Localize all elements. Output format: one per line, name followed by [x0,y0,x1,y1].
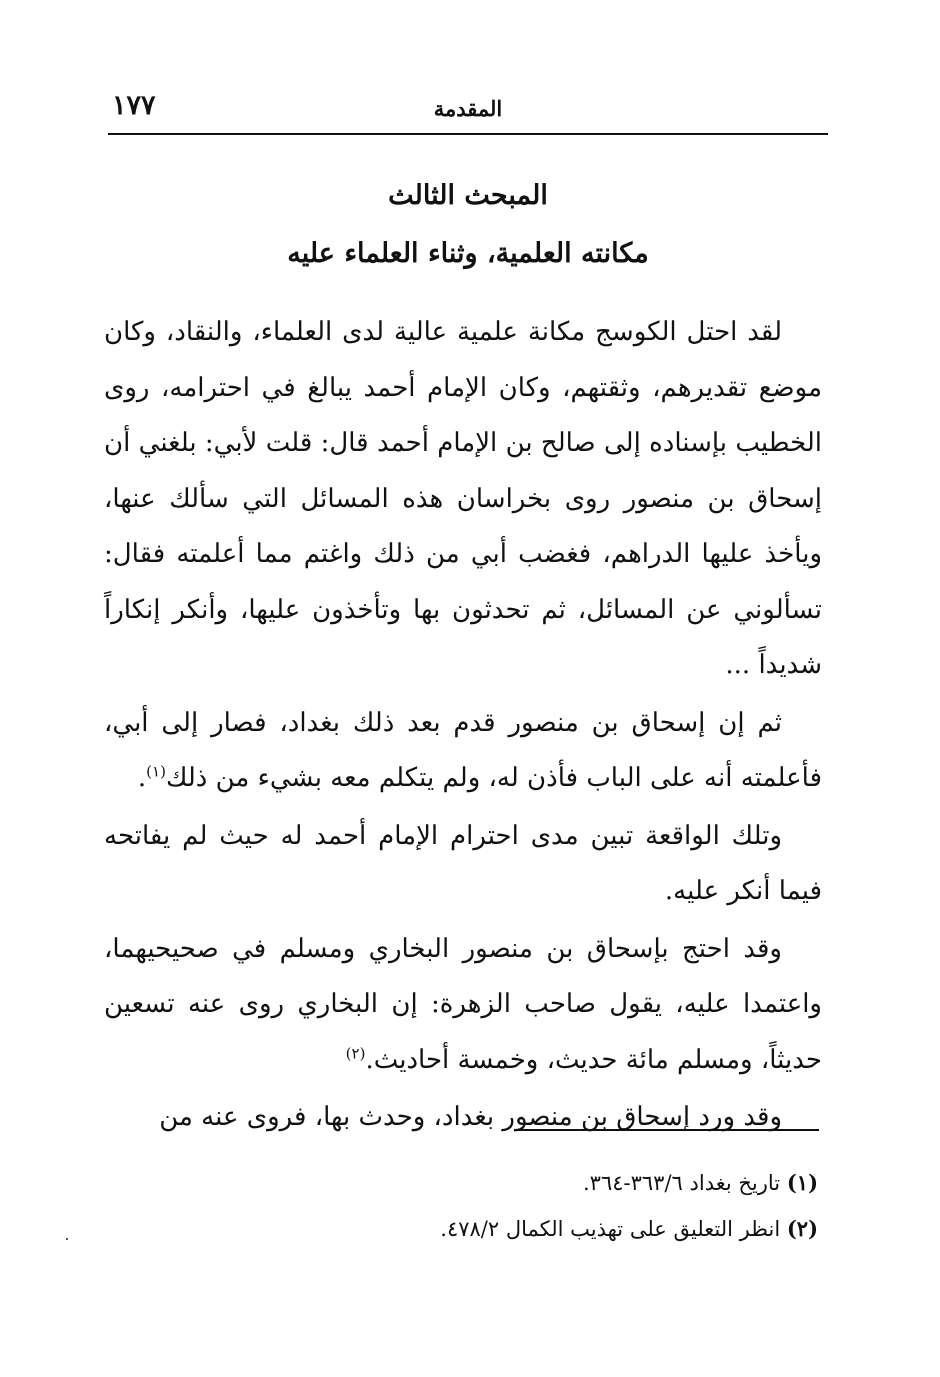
footnote-item [300,1160,818,1206]
paragraph-text: لقد احتل الكوسج مكانة علمية عالية لدى العلماء، والنقاد، وكان موضع تقديرهم، وثقتهم، وكان الإمام أحمد يبالغ في احترامه، روى الخطيب بإسناده إلى صالح بن الإمام أحمد قال: قلت لأبي: بلغني أن إسحاق بن منصور روى بخراسان هذه المسائل التي سألك عنها، ويأخذ عليها الدراهم، فغضب أبي من ذلك واغتم مما أعلمته فقال: تسألوني عن المسائل، ثم تحدثون بها وتأخذون عليها، وأنكر إنكاراً شديداً ... [104,317,822,680]
paragraph-1 [104,305,822,694]
paragraph-5 [104,1090,822,1146]
running-header [108,88,828,128]
paragraph-text: وتلك الواقعة تبين مدى احترام الإمام أحمد له حيث لم يفاتحه فيما أنكر عليه. [104,820,822,906]
body-text [104,305,822,1148]
paragraph-2: ثم إن إسحاق بن منصور قدم بعد ذلك بغداد، فصار إلى أبي، فأعلمته أنه على الباب فأذن له، ولم يتكلم معه بشيء من ذلك$^{(١)}$. [104,707,822,793]
section-subheading: مكانته العلمية، وثناء العلماء عليه [287,238,649,269]
paragraph-text: وقد احتج بإسحاق بن منصور البخاري ومسلم في صحيحيهما، واعتمدا عليه، يقول صاحب الزهرة: إن البخاري روى عنه تسعين حديثاً، ومسلم مائة حديث، وخمسة أحاديث. [104,933,822,1075]
footnote-reference[interactable]: (١) [146,762,166,781]
footnote-number: (١) [786,1170,818,1195]
paragraph-3 [104,809,822,920]
footnote-item [300,1206,818,1252]
page-number: ١٧٧ [112,90,156,121]
footnote-text: تاريخ بغداد ٣٦٣/٦-٣٦٤. [582,1171,781,1195]
footnotes [300,1160,818,1252]
section-heading: المبحث الثالث [388,180,548,211]
paragraph-4 [104,922,822,1089]
footnote-text: انظر التعليق على تهذيب الكمال ٤٧٨/٢. [440,1217,781,1241]
paragraph-text: ثم إن إسحاق بن منصور قدم بعد ذلك بغداد، فصار إلى أبي، فأعلمته أنه على الباب فأذن له، ولم يتكلم معه بشيء من ذلك [104,707,822,793]
header-divider [108,133,828,135]
running-header-title: المقدمة [433,96,503,121]
footnote-number: (٢) [786,1216,818,1241]
paragraph-text: وقد ورد إسحاق بن منصور بغداد، وحدث بها، فروى عنه من [159,1102,782,1132]
scan-speck [66,1238,68,1240]
footnote-divider [514,1129,819,1131]
footnote-reference[interactable]: (٢) [345,1043,366,1062]
